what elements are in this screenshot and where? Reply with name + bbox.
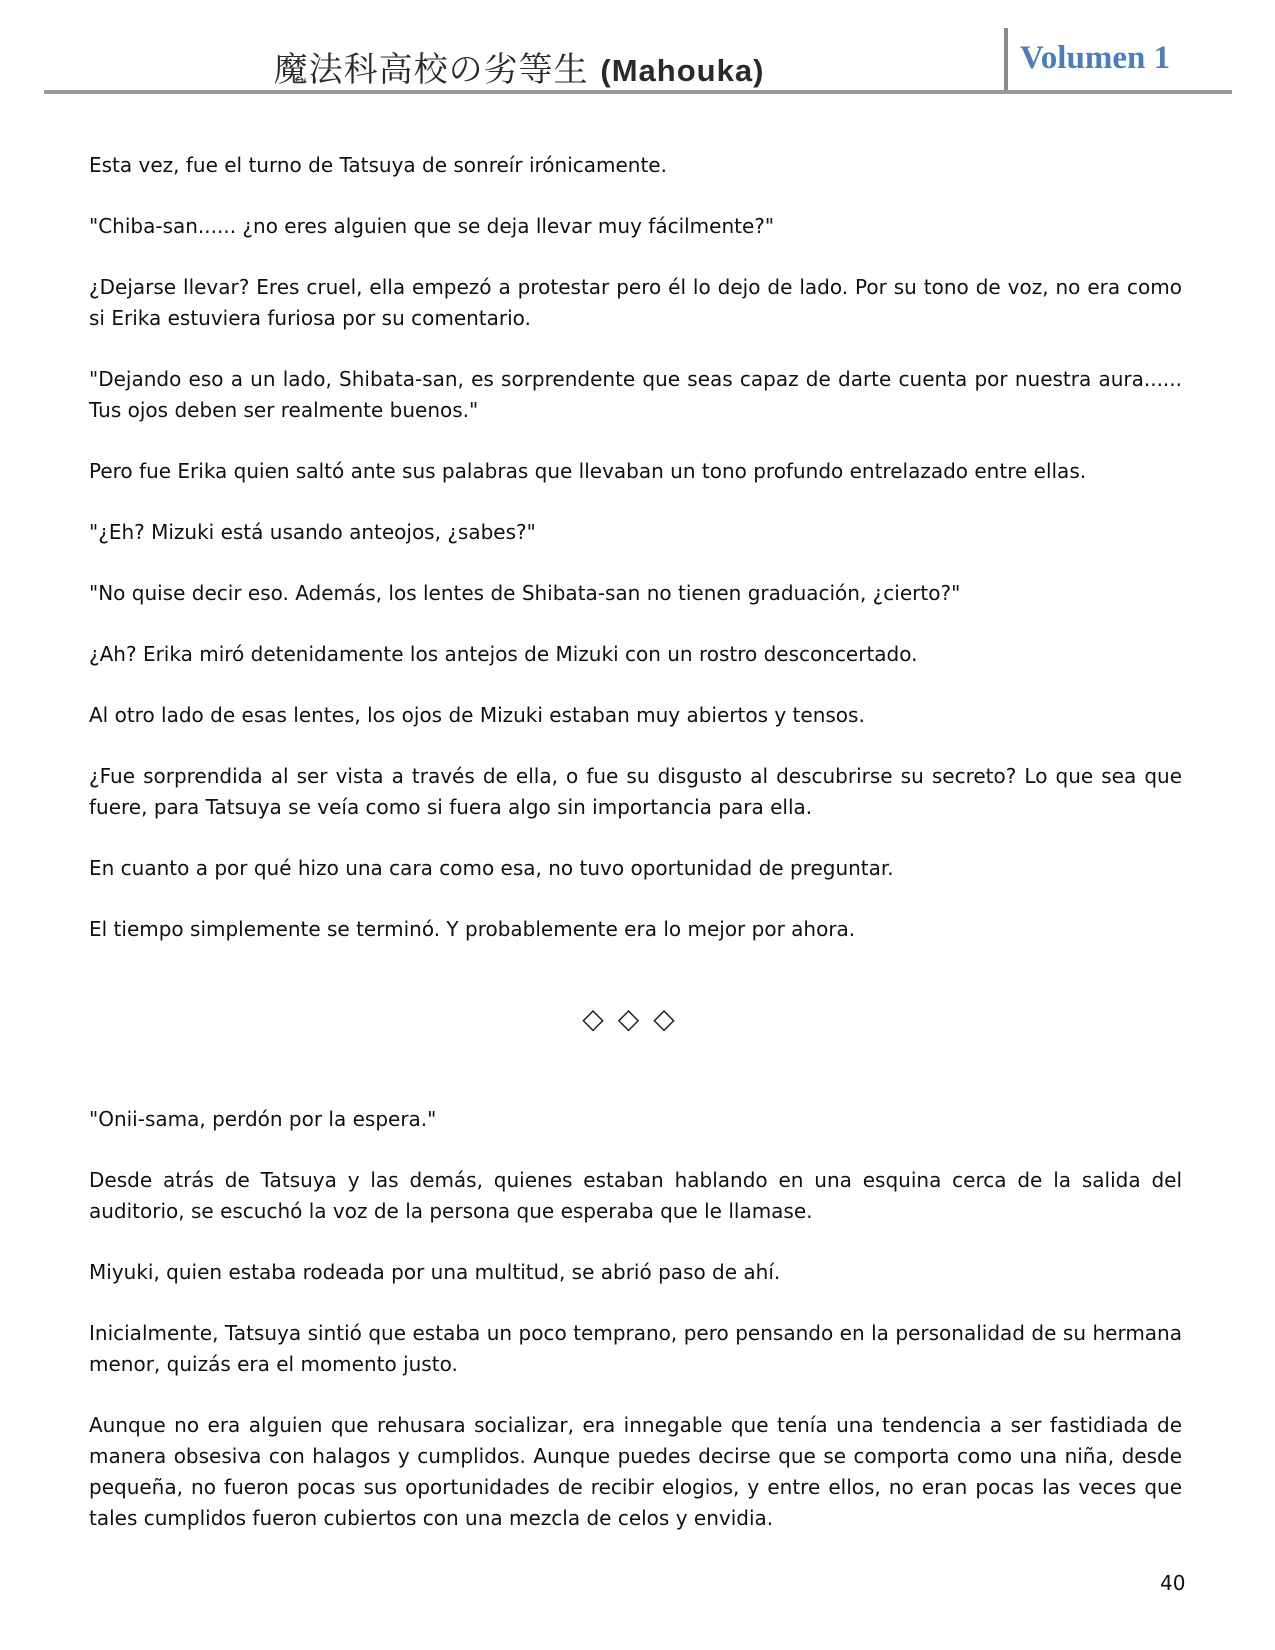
paragraph: "No quise decir eso. Además, los lentes de Shibata-san no tienen graduación, ¿cierto?": [89, 581, 961, 605]
page-number: 40: [1160, 1571, 1186, 1595]
header-rule: [44, 90, 1232, 94]
paragraph: "¿Eh? Mizuki está usando anteojos, ¿sabes?": [89, 520, 536, 544]
scene-separator: ◇◇◇: [582, 1002, 689, 1035]
paragraph: ¿Fue sorprendida al ser vista a través de ella, o fue su disgusto al descubrirse su secreto? Lo que sea que fuere, para Tatsuya se veía como si fuera algo sin importancia para ella.: [89, 764, 1182, 819]
paragraph: Al otro lado de esas lentes, los ojos de Mizuki estaban muy abiertos y tensos.: [89, 703, 865, 727]
header-divider: [1004, 28, 1008, 92]
page-header: [44, 28, 1232, 92]
paragraph: Desde atrás de Tatsuya y las demás, quienes estaban hablando en una esquina cerca de la salida del auditorio, se escuchó la voz de la persona que esperaba que le llamase.: [89, 1168, 1182, 1223]
header-volume: Volumen 1: [1020, 40, 1171, 76]
paragraph: Esta vez, fue el turno de Tatsuya de sonreír irónicamente.: [89, 153, 667, 177]
paragraph: ¿Ah? Erika miró detenidamente los antejos de Mizuki con un rostro desconcertado.: [89, 642, 918, 666]
header-title-japanese: 魔法科高校の劣等生: [273, 50, 589, 90]
body-text: [89, 150, 1182, 1564]
paragraph: "Dejando eso a un lado, Shibata-san, es sorprendente que seas capaz de darte cuenta por nuestra aura...... Tus ojos deben ser realmente buenos.": [89, 367, 1182, 422]
paragraph: "Chiba-san...... ¿no eres alguien que se deja llevar muy fácilmente?": [89, 214, 775, 238]
paragraph: "Onii-sama, perdón por la espera.": [89, 1107, 437, 1131]
paragraph: Aunque no era alguien que rehusara socializar, era innegable que tenía una tendencia a ser fastidiada de manera obsesiva con halagos y cumplidos. Aunque puedes decirse que se comporta como una niña, desde pequeña, no fueron pocas sus oportunidades de recibir elogios, y entre ellos, no eran pocas las veces que tales cumplidos fueron cubiertos con una mezcla de celos y envidia.: [89, 1413, 1182, 1530]
paragraph: En cuanto a por qué hizo una cara como esa, no tuvo oportunidad de preguntar.: [89, 856, 894, 880]
header-title: [44, 42, 994, 91]
paragraph: Inicialmente, Tatsuya sintió que estaba un poco temprano, pero pensando en la personalidad de su hermana menor, quizás era el momento justo.: [89, 1321, 1182, 1376]
paragraph: El tiempo simplemente se terminó. Y probablemente era lo mejor por ahora.: [89, 917, 856, 941]
paragraph: Miyuki, quien estaba rodeada por una multitud, se abrió paso de ahí.: [89, 1260, 781, 1284]
paragraph: Pero fue Erika quien saltó ante sus palabras que llevaban un tono profundo entrelazado entre ellas.: [89, 459, 1087, 483]
paragraph: ¿Dejarse llevar? Eres cruel, ella empezó a protestar pero él lo dejo de lado. Por su tono de voz, no era como si Erika estuviera furiosa por su comentario.: [89, 275, 1182, 330]
header-title-latin: (Mahouka): [600, 53, 765, 88]
